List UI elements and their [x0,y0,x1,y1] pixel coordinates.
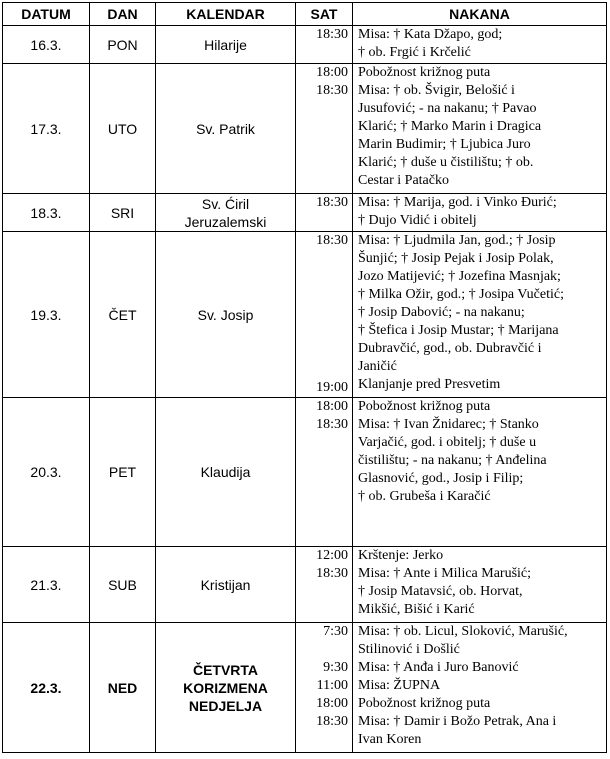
time-line: 18:30 [316,417,348,432]
header-nakana: NAKANA [353,3,607,26]
nakana-line: čistilištu; - na nakanu; † Anđelina [358,453,547,468]
time-line: 18:30 [316,195,348,210]
header-dan: DAN [90,3,156,26]
table-row [3,64,607,194]
table-row [3,232,607,398]
kalendar-line: Hilarije [204,36,247,53]
nakana-line: Misa: † Ante i Milica Marušić; [358,566,532,581]
table-row [3,547,607,623]
time-line: 9:30 [323,660,348,675]
sat-cell [296,547,353,623]
kalendar-cell [156,398,296,547]
time-line: 18:00 [316,399,348,414]
dan-cell: NED [90,623,156,753]
dan-cell: SRI [90,194,156,232]
datum-cell: 21.3. [3,547,90,623]
nakana-line: Misa: ŽUPNA [358,678,441,693]
nakana-cell [353,623,607,753]
time-line: 12:00 [316,548,348,563]
table-row [3,398,607,547]
table-row [3,26,607,64]
header-kalendar: KALENDAR [156,3,296,26]
nakana-line: Pobožnost križnog puta [358,65,491,80]
time-line: 11:00 [316,678,348,693]
nakana-cell [353,26,607,64]
nakana-line: Jozo Matijević; † Jozefina Masnjak; [358,269,561,284]
kalendar-line: NEDJELJA [188,697,263,714]
nakana-line: Dubravčić, god., ob. Dubravčić i [358,341,542,356]
table-row [3,623,607,753]
nakana-cell [353,547,607,623]
dan-cell: UTO [90,64,156,194]
sat-cell [296,194,353,232]
time-line: 18:00 [316,65,348,80]
nakana-line: † Milka Ožir, god.; † Josipa Vučetić; [358,287,564,302]
nakana-line: Jusufović; - na nakanu; † Pavao [358,101,537,116]
nakana-line: Šunjić; † Josip Pejak i Josip Polak, [358,251,554,266]
nakana-line: Klanjanje pred Presvetim [358,377,501,392]
nakana-line: † Josip Matavsić, ob. Horvat, [358,584,523,599]
nakana-line: Klarić; † duše u čistilištu; † ob. [358,155,534,170]
kalendar-line: Klaudija [200,464,251,480]
header-row [3,3,607,26]
kalendar-line: Jeruzalemski [184,213,267,230]
dan-cell: PON [90,26,156,64]
datum-cell: 22.3. [3,623,90,753]
time-line: 18:30 [316,566,348,581]
nakana-line: Misa: † ob. Švigir, Belošić i [358,83,515,98]
nakana-line: Stilinović i Došlić [358,642,460,657]
time-line: 18:30 [316,83,348,98]
nakana-line: Glasnović, god., Josip i Filip; [358,471,524,486]
kalendar-line: Sv. Josip [197,306,254,323]
sat-cell [296,398,353,547]
nakana-line: Klarić; † Marko Marin i Dragica [358,119,542,134]
kalendar-cell [156,26,296,64]
nakana-line: Misa: † ob. Licul, Sloković, Marušić, [358,624,568,639]
nakana-line: Marin Budimir; † Ljubica Juro [358,137,531,152]
nakana-line: Pobožnost križnog puta [358,696,491,711]
nakana-line: Pobožnost križnog puta [358,399,491,414]
nakana-line: Misa: † Marija, god. i Vinko Đurić; [358,195,557,210]
nakana-line: Ivan Koren [358,732,422,747]
schedule-table [2,2,607,753]
nakana-cell [353,232,607,398]
time-line: 7:30 [323,624,348,639]
nakana-line: † Dujo Vidić i obitelj [358,213,477,228]
nakana-line: † ob. Grubeša i Karačić [358,489,491,504]
time-line: 18:00 [316,696,348,711]
nakana-line: Misa: † Damir i Božo Petrak, Ana i [358,714,557,729]
kalendar-cell [156,194,296,232]
kalendar-cell [156,623,296,753]
nakana-line: Mikšić, Bišić i Karić [358,602,475,617]
nakana-line: Misa: † Kata Džapo, god; [358,27,503,42]
nakana-line: Janičić [358,359,397,374]
header-datum: DATUM [3,3,90,26]
nakana-line: † Josip Dabović; - na nakanu; [358,305,525,320]
nakana-line: Varjačić, god. i obitelj; † duše u [358,435,537,450]
sat-cell [296,64,353,194]
table-row [3,194,607,232]
nakana-line: Misa: † Ivan Žnidarec; † Stanko [358,417,539,432]
header-sat: SAT [296,3,353,26]
kalendar-line: ČETVRTA [192,661,259,678]
datum-cell: 18.3. [3,194,90,232]
kalendar-line: Sv. Patrik [196,120,255,137]
kalendar-cell [156,232,296,398]
sat-cell [296,232,353,398]
kalendar-cell [156,547,296,623]
datum-cell: 20.3. [3,398,90,547]
time-line: 18:30 [316,714,348,729]
time-line: 18:30 [316,27,348,42]
kalendar-line: Kristijan [200,576,251,593]
nakana-line: Krštenje: Jerko [358,548,444,563]
kalendar-line: Sv. Ćiril [201,195,250,212]
kalendar-line: KORIZMENA [183,679,268,696]
kalendar-cell [156,64,296,194]
datum-cell: 19.3. [3,232,90,398]
sat-cell [296,623,353,753]
nakana-line: Misa: † Anđa i Juro Banović [358,660,519,675]
nakana-line: Cestar i Patačko [358,173,449,188]
time-line: 18:30 [316,233,348,248]
datum-cell: 17.3. [3,64,90,194]
time-line [298,641,348,659]
time-line: 19:00 [316,380,348,395]
dan-cell: PET [90,398,156,547]
nakana-line: † Štefica i Josip Mustar; † Marijana [358,323,559,338]
nakana-cell [353,64,607,194]
dan-cell: ČET [90,232,156,398]
datum-cell: 16.3. [3,26,90,64]
dan-cell: SUB [90,547,156,623]
nakana-cell [353,398,607,547]
nakana-line: Misa: † Ljudmila Jan, god.; † Josip [358,233,556,248]
nakana-line: † ob. Frgić i Krčelić [358,45,471,60]
nakana-cell [353,194,607,232]
sat-cell [296,26,353,64]
